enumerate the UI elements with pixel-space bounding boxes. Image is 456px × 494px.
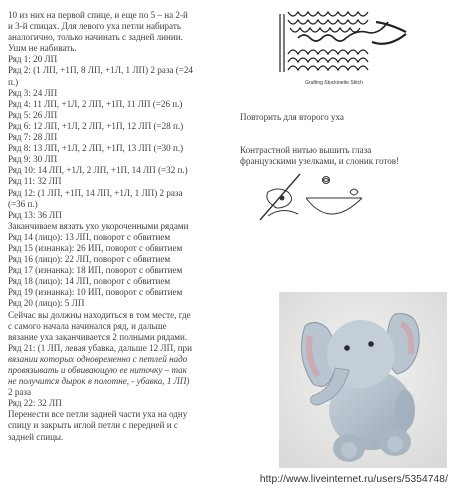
pattern-line: Ряд 13: 36 ЛП	[8, 209, 62, 220]
pattern-line: спицу и закрыть иглой петли с передней и с	[8, 420, 178, 431]
diagram-caption: Grafting Stockinette Stitch	[305, 80, 363, 86]
pattern-line: и 3-й спицах. Для левого уха петли набирать	[8, 21, 181, 32]
pattern-line: Ряд 19 (изнанка): 10 ИП, поворот с обвитием	[8, 287, 183, 298]
pattern-line: с самого начала начинался ряд, и дальше	[8, 320, 167, 331]
pattern-line: вязание уха заканчивается 2 полными рядами.	[8, 331, 188, 342]
pattern-line: Ряд 3: 24 ЛП	[8, 87, 58, 98]
pattern-line: аналогично, только начинать с задней линии.	[8, 32, 183, 43]
source-url-watermark: http://www.liveinternet.ru/users/5354748/	[259, 474, 448, 485]
pattern-line: Ряд 15 (изнанка): 26 ИП, поворот с обвитием	[8, 242, 183, 253]
pattern-line: Ряд 2: (1 ЛП, +1П, 8 ЛП, +1Л, 1 ЛП) 2 раза (=24	[8, 65, 193, 76]
pattern-line: Ряд 11: 32 ЛП	[8, 176, 62, 187]
pattern-line: Ушм не набивать.	[8, 43, 77, 54]
pattern-line: Ряд 17 (изнанка): 18 ИП, поворот с обвитием	[8, 265, 183, 276]
pattern-line: Ряд 10: 14 ЛП, +1Л, 2 ЛП, +1П, 14 ЛП (=32 п.)	[8, 165, 188, 176]
pattern-line: Ряд 1: 20 ЛП	[8, 54, 58, 65]
pattern-line: Перенести все петли задней части уха на одну	[8, 409, 188, 420]
pattern-line: п.)	[8, 76, 19, 87]
pattern-line: 10 из них на первой спице, и еще по 5 – на 2-й	[8, 10, 188, 20]
pattern-line: Ряд 12: (1 ЛП, +1П, 14 ЛП, +1Л, 1 ЛП) 2 раза	[8, 187, 183, 198]
pattern-line: не получится дырок в полотне, - убавка, 1 ЛП)	[8, 376, 190, 387]
pattern-line: Ряд 14 (лицо): 13 ЛП, поворот с обвитием	[8, 231, 171, 242]
pattern-line: вязании которых одновременно с петлей надо	[8, 353, 188, 364]
pattern-line: Ряд 4: 11 ЛП, +1Л, 2 ЛП, +1П, 11 ЛП (=26 п.)	[8, 98, 183, 109]
pattern-line: провязывать и обвивающую ее ниточку – так	[8, 365, 187, 375]
pattern-line: (=36 п.)	[8, 198, 38, 209]
pattern-line: Ряд 21: (1 ЛП, левая убавка, дальше 12 ЛП, при	[8, 342, 192, 353]
grafting-diagram	[272, 8, 412, 86]
pattern-line: Ряд 5: 26 ЛП	[8, 109, 58, 120]
pattern-line: задней спицы.	[8, 431, 64, 442]
pattern-instructions	[8, 10, 240, 443]
pattern-line: Ряд 7: 28 ЛП	[8, 132, 58, 143]
repeat-second-ear-text: Повторить для второго уха	[240, 112, 344, 122]
pattern-line: 2 раза	[8, 387, 32, 398]
embroider-line-2: французскими узелками, и слоник готов!	[240, 156, 400, 166]
pattern-line: Ряд 22: 32 ЛП	[8, 398, 62, 409]
pattern-line: Ряд 18 (лицо): 14 ЛП, поворот с обвитием	[8, 276, 171, 287]
elephant-photo	[279, 292, 447, 468]
pattern-line: Ряд 9: 30 ЛП	[8, 154, 58, 165]
pattern-line: Сейчас вы должны находиться в том месте, где	[8, 309, 191, 320]
french-knot-diagram	[256, 168, 376, 226]
pattern-line: Заканчиваем вязать ухо укороченными рядами	[8, 220, 189, 231]
pattern-line: Ряд 6: 12 ЛП, +1Л, 2 ЛП, +1П, 12 ЛП (=28 п.)	[8, 120, 184, 131]
pattern-line: Ряд 8: 13 ЛП, +1Л, 2 ЛП, +1П, 13 ЛП (=30 п.)	[8, 143, 184, 154]
pattern-line: Ряд 20 (лицо): 5 ЛП	[8, 298, 85, 309]
embroider-line-1: Контрастной нитью вышить глаза	[240, 145, 372, 155]
pattern-line: Ряд 16 (лицо): 22 ЛП, поворот с обвитием	[8, 254, 171, 265]
